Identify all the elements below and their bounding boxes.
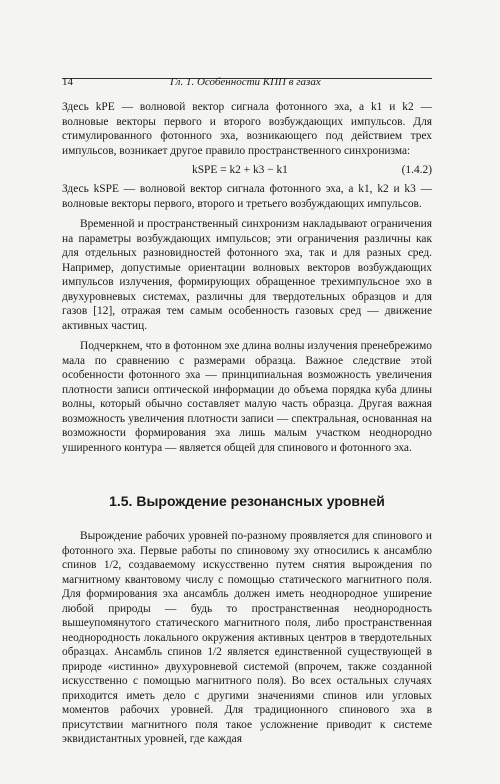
equation — [62, 158, 432, 182]
paragraph: Здесь kSPE — волновой вектор сигнала фотонного эха, а k1, k2 и k3 — волновые векторы первого, второго и третьего возбуждающих импульсов. — [62, 183, 432, 210]
page-header — [62, 48, 432, 88]
page-content — [62, 100, 432, 747]
page-number: 14 — [62, 76, 73, 88]
section-heading: 1.5. Вырождение резонансных уровней — [109, 493, 385, 509]
equation-expression: kSPE = k2 + k3 − k1 — [192, 164, 288, 176]
paragraph: Вырождение рабочих уровней по-разному проявляется для спинового и фотонного эха. Первые работы по спиновому эху относились к ансамблю спинов 1/2, создаваемому искусственно путем снятия вырождения по магнитному квантовому числу с помощью статического магнитного поля. Для формирования эха ансамбль должен иметь неоднородное уширение любой природы — будь то пространственная неоднородность вышеупомянутого статического магнитного поля, либо пространственная неоднородность локального окружения активных центров в твердотельных образцах. Ансамбль спинов 1/2 является единственной существующей в природе «истинно» двухуровневой системой (впрочем, также созданной искусственно с помощью магнитного поля). Во всех остальных случаях приходится иметь дело с другими значениями спинов или угловых моментов рабочих уровней. Для традиционного спинового эха в присутствии магнитного поля такое усложнение приводит к системе эквидистантных уровней, где каждая — [62, 530, 432, 745]
paragraph: Временной и пространственный синхронизм накладывают ограничения на параметры возбуждающих импульсов; эти ограничения различны как для отдельных разновидностей фотонного эха, так и для разных сред. Например, допустимые ориентации волновых векторов возбуждающих импульсов излучения, формирующих обращенное трехимпульсное эхо в двухуровневых системах, различны для твердотельных образцов и для газов [12], отражая тем самым особенность газовых сред — движение активных частиц. — [62, 218, 432, 332]
equation-number: (1.4.2) — [401, 164, 432, 176]
paragraph: Здесь kPE — волновой вектор сигнала фотонного эха, а k1 и k2 — волновые векторы первого и второго возбуждающих импульсов. Для стимулированного фотонного эха, возникающего под действием трех импульсов, возникает другое правило пространственного синхронизма: — [62, 101, 432, 157]
paragraph: Подчеркнем, что в фотонном эхе длина волны излучения пренебрежимо мала по сравнению с размерами образца. Важное следствие этой особенности фотонного эха — принципиальная возможность увеличения плотности записи оптической информации до объема порядка куба длины волны, который обычно составляет малую часть образца. Другая важная возможность увеличения плотности записи — спектральная, основанная на возможности формирования эха лишь малым участком неоднородно уширенного контура — является общей для спинового и фотонного эха. — [62, 340, 432, 454]
running-title: Гл. 1. Особенности КПП в газах — [170, 76, 321, 88]
